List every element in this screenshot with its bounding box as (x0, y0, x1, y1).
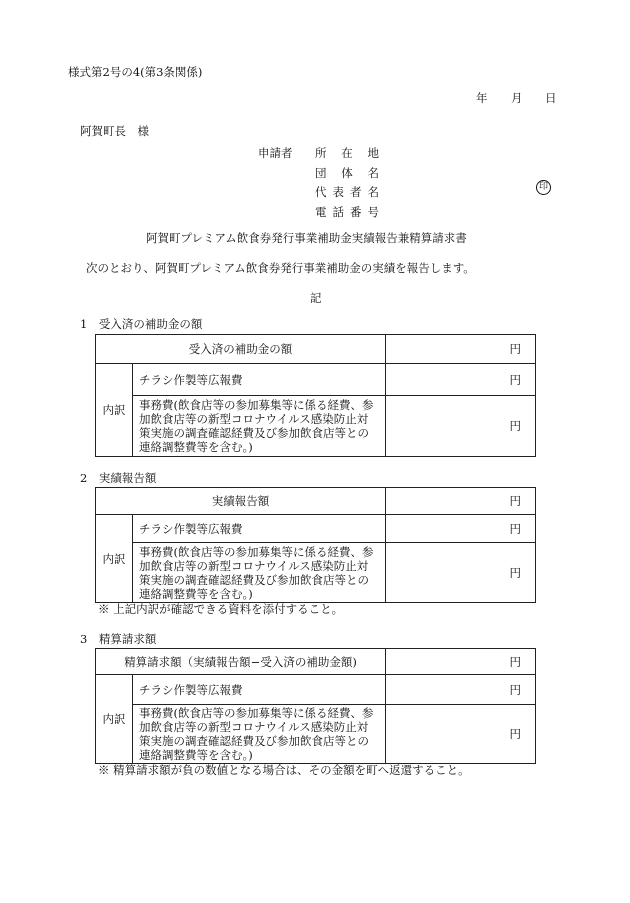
applicant-fields (315, 147, 379, 225)
total-label: 実績報告額 (96, 488, 386, 515)
section-2-heading: 2 実績報告額 (80, 471, 157, 485)
total-yen: 円 (386, 649, 536, 675)
publicity-yen: 円 (386, 675, 536, 705)
office-expenses-yen: 円 (386, 705, 536, 764)
section-2-note: ※ 上記内訳が確認できる資料を添付すること。 (98, 602, 344, 616)
seal-mark: 印 (536, 180, 551, 195)
uchiwake-label: 内訳 (96, 675, 133, 764)
uchiwake-label: 内訳 (96, 364, 133, 457)
section-3-table (95, 648, 536, 764)
item-office-expenses: 事務費(飲食店等の参加募集等に係る経費、参加飲食店等の新型コロナウイルス感染防止対策実施の調査確認経費及び参加飲食店等との連絡調整費等を含む。) (133, 396, 386, 457)
field-representative: 代表者名 (315, 185, 379, 199)
uchiwake-label: 内訳 (96, 515, 133, 603)
total-label: 精算請求額（実績報告額−受入済の補助金額) (96, 649, 386, 675)
total-label: 受入済の補助金の額 (96, 335, 386, 364)
field-address: 所在地 (315, 146, 379, 160)
item-publicity: チラシ作製等広報費 (133, 515, 386, 543)
field-organization: 団体名 (315, 165, 379, 180)
item-publicity: チラシ作製等広報費 (133, 675, 386, 705)
item-office-expenses: 事務費(飲食店等の参加募集等に係る経費、参加飲食店等の新型コロナウイルス感染防止対策実施の調査確認経費及び参加飲食店等との連絡調整費等を含む。) (133, 705, 386, 764)
document-title: 阿賀町プレミアム飲食券発行事業補助金実績報告兼精算請求書 (146, 231, 467, 245)
date-month: 月 (511, 91, 523, 105)
publicity-yen: 円 (386, 364, 536, 396)
section-3-note: ※ 精算請求額が負の数値となる場合は、その金額を町へ返還すること。 (98, 763, 470, 777)
item-office-expenses: 事務費(飲食店等の参加募集等に係る経費、参加飲食店等の新型コロナウイルス感染防止対策実施の調査確認経費及び参加飲食店等との連絡調整費等を含む。) (133, 543, 386, 603)
applicant-label: 申請者 (258, 146, 293, 160)
date-year: 年 (476, 91, 488, 105)
total-yen: 円 (386, 335, 536, 364)
intro-text: 次のとおり、阿賀町プレミアム飲食券発行事業補助金の実績を報告します。 (86, 261, 475, 275)
total-yen: 円 (386, 488, 536, 515)
section-1-table (95, 334, 536, 457)
item-publicity: チラシ作製等広報費 (133, 364, 386, 396)
section-2-table (95, 487, 536, 603)
section-1-heading: 1 受入済の補助金の額 (80, 317, 203, 331)
office-expenses-yen: 円 (386, 396, 536, 457)
publicity-yen: 円 (386, 515, 536, 543)
date-day: 日 (545, 91, 557, 105)
office-expenses-yen: 円 (386, 543, 536, 603)
addressee: 阿賀町長 様 (80, 124, 149, 138)
field-phone: 電話番号 (315, 204, 379, 219)
section-3-heading: 3 精算請求額 (80, 632, 157, 646)
ki-marker: 記 (310, 291, 322, 305)
form-number: 様式第2号の4(第3条関係) (68, 65, 203, 79)
